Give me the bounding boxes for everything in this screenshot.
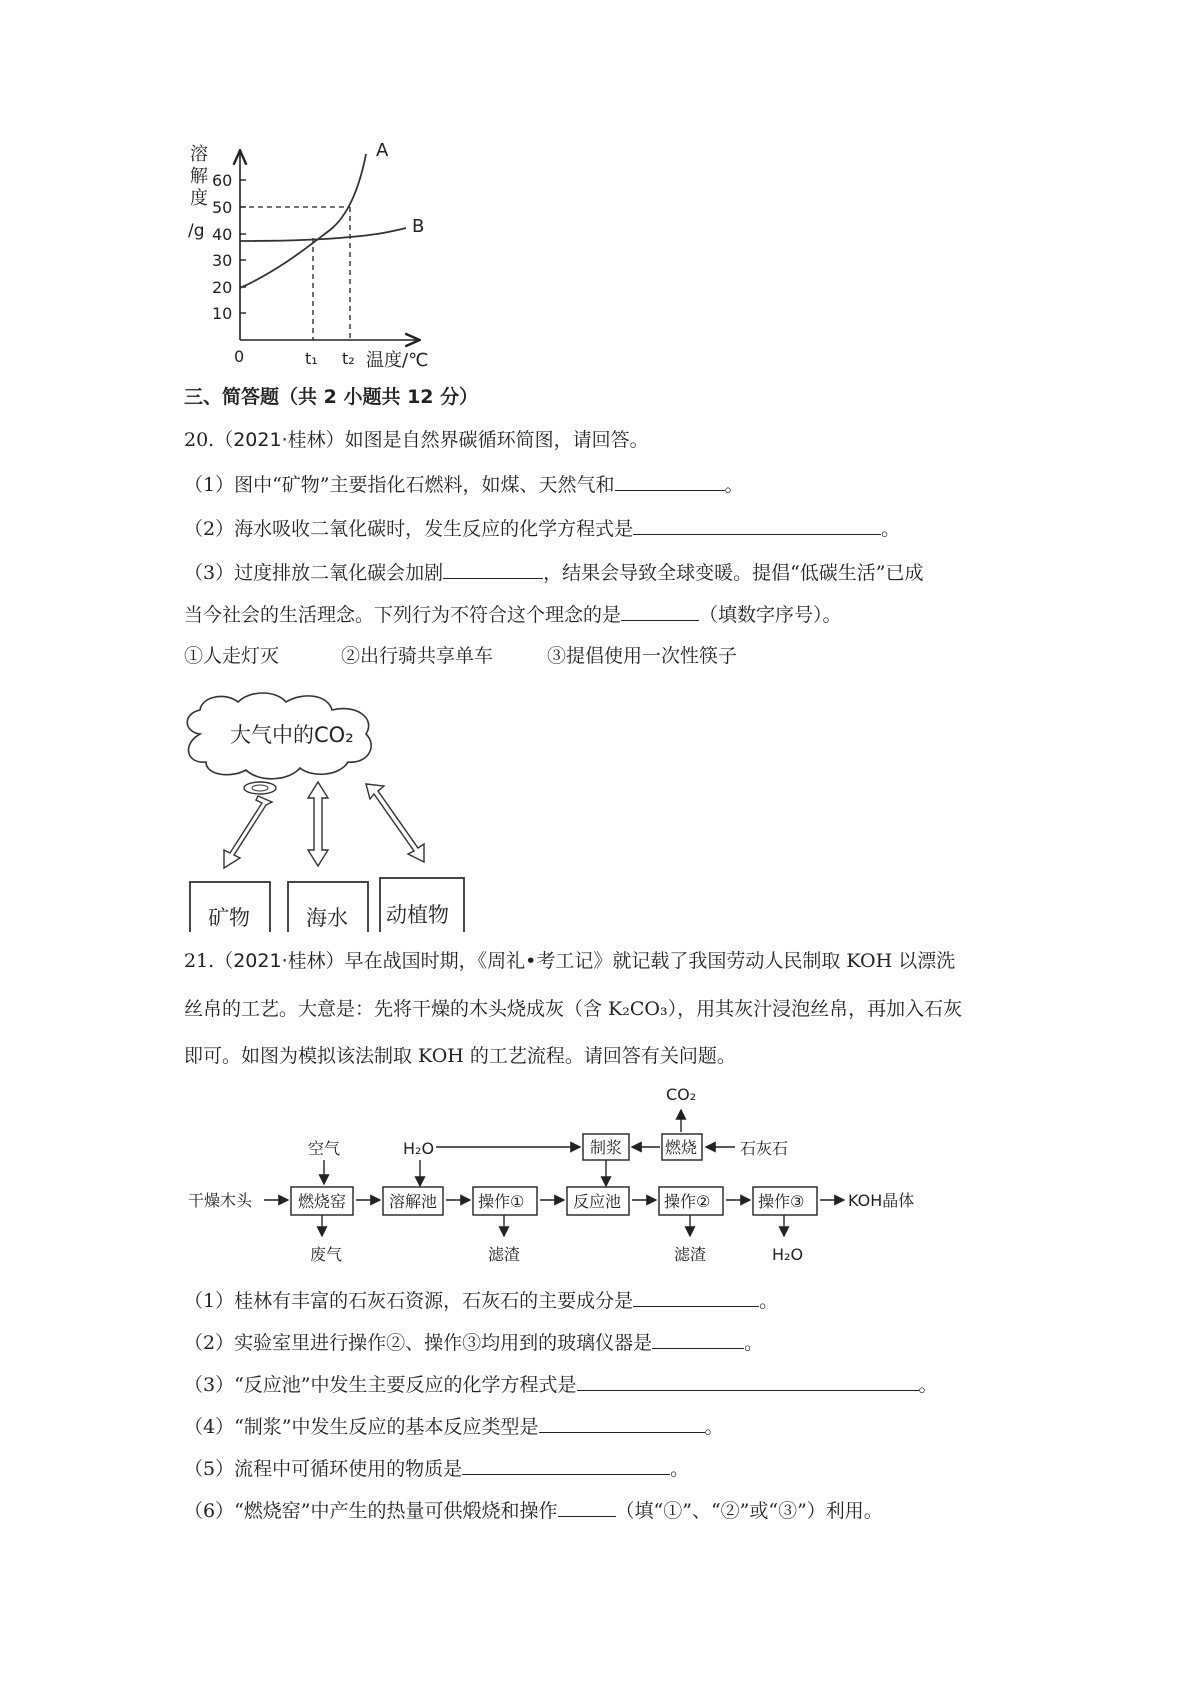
- q21-part1-end: 。: [759, 1290, 779, 1312]
- q20-part2-text: （2）海水吸收二氧化碳时，发生反应的化学方程式是: [184, 518, 634, 540]
- flow-residue2-label: 滤渣: [674, 1245, 707, 1264]
- x-tick-t1: t₁: [305, 349, 318, 368]
- flow-reactor-label: 反应池: [573, 1192, 622, 1211]
- q21-part5-end: 。: [670, 1458, 690, 1480]
- q21-part6: [184, 1496, 883, 1525]
- q20-number: 20.（: [184, 429, 234, 451]
- q21-stem-text: ）早在战国时期，《周礼•考工记》就记载了我国劳动人民制取 KOH 以漂洗: [325, 950, 956, 972]
- q21-number: 21.（: [184, 950, 234, 972]
- q20-source: 2021·桂林: [233, 429, 326, 451]
- arrow-minerals: [224, 796, 272, 868]
- y-tick-20: 20: [212, 278, 233, 297]
- q20-options: [184, 642, 737, 670]
- q21-part3: [184, 1370, 938, 1399]
- q20-option-1: ①人走灯灭: [184, 645, 280, 667]
- cloud-puff-small: [244, 782, 276, 794]
- q21-stem-line2: 丝帛的工艺。大意是：先将干燥的木头烧成灰（含 K₂CO₃），用其灰汁浸泡丝帛，再加入石灰: [184, 998, 963, 1020]
- y-tick-10: 10: [212, 304, 233, 323]
- q21-part2: [184, 1328, 763, 1357]
- solubility-graph: [180, 140, 450, 372]
- flow-kiln-label: 燃烧窑: [298, 1192, 347, 1211]
- box-minerals-label: 矿物: [208, 906, 250, 930]
- q21-part3-blank[interactable]: [577, 1370, 919, 1391]
- q21-part3-end: 。: [918, 1374, 938, 1396]
- flow-waste-gas-label: 废气: [310, 1245, 343, 1264]
- y-axis-label-char-4: /g: [188, 221, 205, 241]
- box-organisms-label: 动植物: [386, 903, 449, 927]
- q20-part2-blank[interactable]: [633, 514, 881, 535]
- q20-part3-line2-end: （填数字序号）。: [699, 604, 842, 626]
- carbon-cycle-diagram: [180, 692, 480, 932]
- y-tick-30: 30: [212, 251, 233, 270]
- q21-part3-text: （3）“反应池”中发生主要反应的化学方程式是: [184, 1374, 577, 1396]
- q20-option-3: ③提倡使用一次性筷子: [547, 645, 738, 667]
- q21-part4-blank[interactable]: [539, 1412, 705, 1433]
- q21-part6-text: （6）“燃烧窑”中产生的热量可供煅烧和操作: [184, 1500, 558, 1522]
- curve-b-label: B: [412, 216, 425, 237]
- q21-source: 2021·桂林: [233, 950, 326, 972]
- q20-part3-text: （3）过度排放二氧化碳会加剧: [184, 562, 444, 584]
- arrow-organisms: [366, 784, 424, 862]
- cloud-label: 大气中的CO₂: [230, 723, 354, 747]
- q20-part3-line2-text: 当今社会的生活理念。下列行为不符合这个理念的是: [184, 604, 622, 626]
- flow-h2o-in-label: H₂O: [403, 1139, 435, 1158]
- y-tick-40: 40: [212, 225, 233, 244]
- q20-part1-text: （1）图中“矿物”主要指化石燃料，如煤、天然气和: [184, 474, 615, 496]
- flow-h2o-out-label: H₂O: [772, 1245, 804, 1264]
- x-axis-label: 温度/℃: [366, 350, 429, 371]
- q21-part4-text: （4）“制浆”中发生反应的基本反应类型是: [184, 1416, 539, 1438]
- q21-part6-end: （填“①”、“②”或“③”）利用。: [615, 1500, 883, 1522]
- q20-part1-end: 。: [724, 474, 744, 496]
- y-axis-label-char-2: 解: [190, 166, 208, 187]
- q21-part1: [184, 1286, 778, 1315]
- q21-part4: [184, 1412, 724, 1441]
- flow-residue1-label: 滤渣: [488, 1245, 521, 1264]
- flow-burn-label: 燃烧: [665, 1138, 698, 1157]
- x-tick-t2: t₂: [342, 349, 355, 368]
- flow-air-label: 空气: [308, 1139, 341, 1158]
- q20-part3-line2: [184, 600, 842, 629]
- q21-part1-text: （1）桂林有丰富的石灰石资源，石灰石的主要成分是: [184, 1290, 634, 1312]
- q20-part2-end: 。: [881, 518, 901, 540]
- x-tick-0: 0: [234, 347, 245, 366]
- flow-product-label: KOH晶体: [848, 1191, 915, 1210]
- flow-dissolve-label: 溶解池: [389, 1192, 438, 1211]
- koh-process-flow: [180, 1078, 960, 1278]
- y-tick-50: 50: [212, 198, 233, 217]
- section-heading: 三、简答题（共 2 小题共 12 分）: [184, 386, 479, 408]
- q20-part1-blank[interactable]: [615, 470, 725, 491]
- q20-stem: [184, 426, 649, 454]
- q21-part5: [184, 1454, 689, 1483]
- q21-part1-blank[interactable]: [633, 1286, 759, 1307]
- q20-part3-line1: [184, 558, 924, 587]
- q21-part2-end: 。: [744, 1332, 764, 1354]
- q20-part3-mid: ，结果会导致全球变暖。提倡“低碳生活”已成: [543, 562, 924, 584]
- y-tick-60: 60: [212, 171, 233, 190]
- flow-op1-label: 操作①: [478, 1192, 525, 1211]
- q20-part2: [184, 514, 900, 543]
- flow-slurry-label: 制浆: [590, 1138, 623, 1157]
- q21-part6-blank[interactable]: [558, 1496, 616, 1517]
- flow-limestone-label: 石灰石: [740, 1139, 789, 1158]
- q20-part3-blank1[interactable]: [443, 558, 543, 579]
- q21-stem-line1: [184, 947, 955, 975]
- flow-wood-label: 干燥木头: [188, 1191, 253, 1210]
- q21-part5-blank[interactable]: [462, 1454, 670, 1475]
- flow-op2-label: 操作②: [664, 1192, 711, 1211]
- q21-part2-blank[interactable]: [652, 1328, 744, 1349]
- q20-part1: [184, 470, 744, 499]
- q21-stem-line3: 即可。如图为模拟该法制取 KOH 的工艺流程。请回答有关问题。: [184, 1045, 736, 1067]
- q20-stem-text: ）如图是自然界碳循环简图，请回答。: [325, 429, 649, 451]
- q20-part3-blank2[interactable]: [621, 600, 699, 621]
- arrow-seawater: [308, 782, 328, 866]
- q21-part5-text: （5）流程中可循环使用的物质是: [184, 1458, 463, 1480]
- curve-a-label: A: [376, 140, 389, 161]
- y-axis-label-char-1: 溶: [190, 144, 208, 165]
- y-axis-label-char-3: 度: [190, 188, 208, 209]
- box-seawater-label: 海水: [306, 906, 348, 930]
- q21-part2-text: （2）实验室里进行操作②、操作③均用到的玻璃仪器是: [184, 1332, 653, 1354]
- flow-co2-label: CO₂: [666, 1085, 697, 1104]
- q20-option-2: ②出行骑共享单车: [341, 645, 494, 667]
- q21-part4-end: 。: [704, 1416, 724, 1438]
- curve-a: [240, 154, 366, 288]
- flow-op3-label: 操作③: [758, 1192, 805, 1211]
